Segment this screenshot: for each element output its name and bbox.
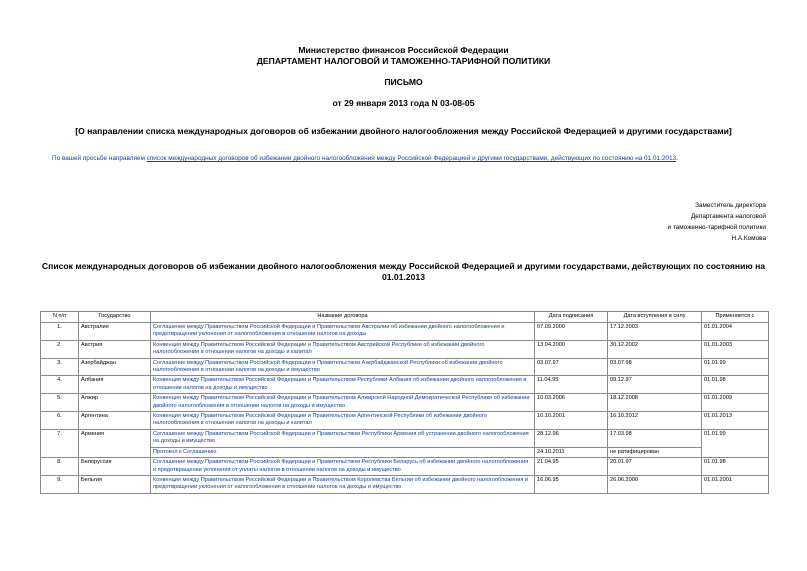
row-number: 1.: [41, 323, 79, 341]
row-applies-from: 01.01.98: [702, 458, 769, 476]
table-row: [41, 376, 769, 394]
table-row: [41, 323, 769, 341]
doc-subject: [О направлении списка международных договоров об избежании двойного налогообложения между Российской Федерацией и другими государствами]: [75, 126, 732, 136]
signature-name: Н.А.Комова: [731, 235, 766, 242]
row-number: 9.: [41, 475, 79, 493]
row-applies-from: 01.01.2004: [702, 323, 769, 341]
table-header-row: [41, 312, 769, 323]
row-treaty-link[interactable]: Соглашение между Правительством Российской Федерации и Правительством Республики Армения об устранении двойного налогообложения на доходы и имущество: [151, 429, 535, 447]
row-effective-date: 16.10.2012: [608, 412, 702, 430]
row-signed-date: 11.04.95: [535, 376, 608, 394]
row-applies-from: 01.01.2001: [702, 475, 769, 493]
row-treaty-link[interactable]: Конвенция между Правительством Российской Федерации и Правительством Аргентинской Республики об избежании двойного налогообложения в отношении налогов на доходы и капитал: [151, 412, 535, 430]
row-treaty-link[interactable]: Соглашение между Правительством Российской Федерации и Правительством Азербайджанской Республики об избежании двойного налогообложения в отношении налогов на доходы и имущество: [151, 358, 535, 376]
row-effective-date: 03.07.98: [608, 358, 702, 376]
intro-paragraph: [52, 155, 678, 162]
signature-line-3: и таможенно-тарифной политики: [667, 224, 766, 231]
col-header-applies-from: Применяется с: [702, 312, 769, 323]
signature-line-2: Департамента налоговой: [690, 213, 766, 220]
list-title: Список международных договоров об избежании двойного налогообложения между Российской Федерацией и другими государствами, действующих по состоянию на 01.01.2013: [41, 261, 766, 282]
table-row: [41, 429, 769, 447]
row-treaty-link[interactable]: Соглашение между Правительством Российской Федерации и Правительством Республики Беларусь об избежании двойного налогообложения и предотвращении уклонения от уплаты налогов в отношении налогов на доходы и имущество: [151, 458, 535, 476]
col-header-state: Государство: [79, 312, 151, 323]
department-name: ДЕПАРТАМЕНТ НАЛОГОВОЙ И ТАМОЖЕННО-ТАРИФНОЙ ПОЛИТИКИ: [256, 56, 551, 66]
row-effective-date: 20.01.97: [608, 458, 702, 476]
row-number: 8.: [41, 458, 79, 476]
row-effective-date: 26.06.2000: [608, 475, 702, 493]
row-treaty-link[interactable]: Соглашение между Правительством Российской Федерации и Правительством Австралии об избежании двойного налогообложения и предотвращении уклонения от налогообложения в отношении налогов на доходы: [151, 323, 535, 341]
row-state: Армения: [79, 429, 151, 457]
col-header-effective-date: Дата вступления в силу: [608, 312, 702, 323]
row-signed-date: 13.04.2000: [535, 340, 608, 358]
row-signed-date: 28.12.96: [535, 429, 608, 447]
table-row: [41, 412, 769, 430]
row-protocol-link[interactable]: Протокол к Соглашению: [151, 447, 535, 457]
row-effective-date: 30.12.2002: [608, 340, 702, 358]
row-applies-from: 01.01.2013: [702, 412, 769, 430]
row-treaty-link[interactable]: Конвенция между Правительством Российской Федерации и Правительством Австрийской Республики об избежании двойного налогообложения в отношении налогов на доходы и капитал: [151, 340, 535, 358]
row-state: Белоруссия: [79, 458, 151, 476]
table-row: [41, 447, 769, 457]
row-effective-date: 17.03.98: [608, 429, 702, 447]
row-applies-from: 01.01.2003: [702, 340, 769, 358]
row-signed-date: 07.09.2000: [535, 323, 608, 341]
col-header-treaty-name: Название договора: [151, 312, 535, 323]
treaty-list-link[interactable]: список международных договоров об избежании двойного налогообложения между Российской Федерацией и другими государствами, действующих по состоянию на 01.01.2013: [146, 155, 677, 162]
row-number: 5.: [41, 394, 79, 412]
table-row: [41, 394, 769, 412]
ministry-name: Министерство финансов Российской Федерации: [298, 45, 509, 55]
table-row: [41, 358, 769, 376]
table-row: [41, 458, 769, 476]
row-effective-date: не ратифицирован: [608, 447, 702, 457]
row-number: 4.: [41, 376, 79, 394]
col-header-number: N п/п: [41, 312, 79, 323]
row-state: Австралия: [79, 323, 151, 341]
row-signed-date: 10.03.2006: [535, 394, 608, 412]
row-effective-date: 09.12.97: [608, 376, 702, 394]
row-state: Азербайджан: [79, 358, 151, 376]
row-applies-from: 01.01.99: [702, 358, 769, 376]
row-signed-date: 16.06.95: [535, 475, 608, 493]
row-signed-date: 10.10.2001: [535, 412, 608, 430]
row-applies-from: 01.01.99: [702, 429, 769, 457]
row-number: 3.: [41, 358, 79, 376]
table-row: [41, 475, 769, 493]
row-state: Албания: [79, 376, 151, 394]
row-treaty-link[interactable]: Конвенция между Правительством Российской Федерации и Правительством Алжирской Народной Демократической Республики об избежании двойного налогообложения в отношении налогов на доходы и имущество: [151, 394, 535, 412]
row-applies-from: 01.01.2009: [702, 394, 769, 412]
table-row: [41, 340, 769, 358]
row-treaty-link[interactable]: Конвенция между Правительством Российской Федерации и Правительством Королевства Бельгии об избежании двойного налогообложения и предотвращении уклонения от налогообложения в отношении налогов на доходы и имущество: [151, 475, 535, 493]
intro-suffix: .: [676, 155, 678, 162]
row-signed-date: 21.04.95: [535, 458, 608, 476]
row-effective-date: 18.12.2008: [608, 394, 702, 412]
treaty-table: [40, 311, 769, 494]
signature-line-1: Заместитель директора: [695, 202, 766, 209]
row-state: Алжир: [79, 394, 151, 412]
row-number: 7.: [41, 429, 79, 457]
row-state: Аргентина: [79, 412, 151, 430]
row-signed-date: 03.07.97: [535, 358, 608, 376]
row-number: 2.: [41, 340, 79, 358]
signature-block: [668, 200, 766, 244]
row-state: Бельгия: [79, 475, 151, 493]
intro-prefix: По вашей просьбе направляем: [52, 155, 147, 162]
row-signed-date: 24.10.2011: [535, 447, 608, 457]
col-header-signed-date: Дата подписания: [535, 312, 608, 323]
row-number: 6.: [41, 412, 79, 430]
doc-type: ПИСЬМО: [384, 77, 423, 87]
row-applies-from: 01.01.98: [702, 376, 769, 394]
row-treaty-link[interactable]: Конвенция между Правительством Российской Федерации и Правительством Республики Албания об избежании двойного налогообложения в отношении налогов на доходы и имущество: [151, 376, 535, 394]
row-state: Австрия: [79, 340, 151, 358]
doc-date-number: от 29 января 2013 года N 03-08-05: [332, 98, 475, 108]
row-effective-date: 17.12.2003: [608, 323, 702, 341]
